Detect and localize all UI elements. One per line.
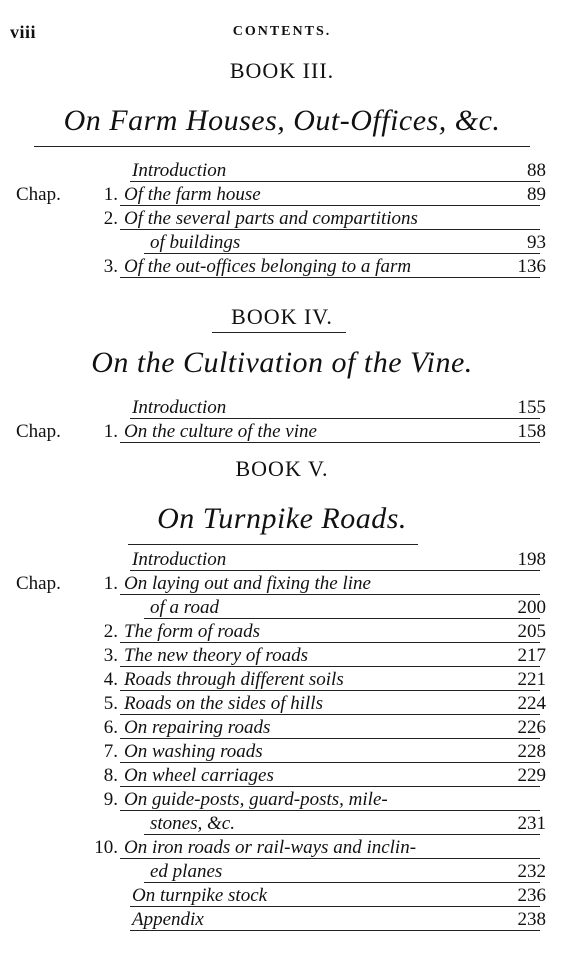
toc-entry-line (0, 668, 564, 692)
chapter-number: 1. (103, 421, 118, 442)
toc-entry-line (0, 764, 564, 788)
entry-title: Roads through different soils (124, 669, 344, 690)
book-subtitle: On Turnpike Roads. (157, 502, 407, 535)
entry-rule (144, 253, 540, 254)
entry-rule (120, 229, 540, 230)
chapter-number: 3. (103, 645, 118, 666)
toc-entry-line (0, 159, 564, 183)
toc-entry-line (0, 812, 564, 836)
entry-title: On turnpike stock (132, 885, 268, 906)
entry-rule (120, 786, 540, 787)
page-ref: 232 (517, 861, 546, 882)
entry-rule (120, 442, 540, 443)
entry-title: Introduction (132, 397, 227, 418)
page-ref: 217 (517, 645, 546, 666)
toc-entry-line (0, 548, 564, 572)
chapter-number: 2. (103, 621, 118, 642)
toc-entry-line (0, 644, 564, 668)
entry-rule (120, 714, 540, 715)
entry-rule (120, 594, 540, 595)
entry-rule (120, 858, 540, 859)
page-ref: 229 (517, 765, 546, 786)
entry-rule (120, 738, 540, 739)
chapter-number: 3. (103, 256, 118, 277)
page-ref: 200 (517, 597, 546, 618)
page-ref: 155 (517, 397, 546, 418)
page-ref: 89 (527, 184, 546, 205)
toc-entry-line (0, 420, 564, 444)
entry-title: Of the several parts and compartitions (124, 208, 418, 229)
book-subtitle-rule (128, 544, 418, 545)
page-ref: 226 (517, 717, 546, 738)
entry-rule (130, 181, 540, 182)
entry-title: Introduction (132, 549, 227, 570)
chapter-number: 8. (103, 765, 118, 786)
toc-entry-line (0, 231, 564, 255)
running-head: CONTENTS. (232, 24, 332, 39)
toc-entry-line (0, 884, 564, 908)
entry-rule (120, 666, 540, 667)
entry-title: Of the farm house (124, 184, 261, 205)
entry-title: The new theory of roads (124, 645, 309, 666)
entry-rule (130, 930, 540, 931)
toc-entry-line (0, 836, 564, 860)
entry-rule (130, 906, 540, 907)
entry-rule (130, 570, 540, 571)
book-subtitle: On Farm Houses, Out-Offices, &c. (63, 104, 501, 137)
page-ref: 205 (517, 621, 546, 642)
entry-title: On the culture of the vine (124, 421, 317, 442)
chapter-label: Chap. (16, 573, 61, 594)
entry-rule (144, 882, 540, 883)
book-title: BOOK III. (229, 58, 335, 83)
entry-rule (144, 834, 540, 835)
page-ref: 158 (517, 421, 546, 442)
entry-rule (120, 690, 540, 691)
toc-entry-line (0, 207, 564, 231)
chapter-number: 1. (103, 184, 118, 205)
page-ref: 224 (517, 693, 546, 714)
chapter-number: 9. (103, 789, 118, 810)
toc-entry-line (0, 620, 564, 644)
page-ref: 88 (527, 160, 546, 181)
entry-title: of buildings (150, 232, 241, 253)
entry-title: On laying out and fixing the line (124, 573, 371, 594)
page-ref: 198 (517, 549, 546, 570)
toc-entry-line (0, 908, 564, 932)
page-ref: 93 (527, 232, 546, 253)
chapter-number: 7. (103, 741, 118, 762)
chapter-number: 6. (103, 717, 118, 738)
entry-title: On wheel carriages (124, 765, 274, 786)
page-number: viii (10, 22, 37, 42)
toc-entry-line (0, 788, 564, 812)
chapter-number: 5. (103, 693, 118, 714)
chapter-label: Chap. (16, 421, 61, 442)
toc-entry-line (0, 183, 564, 207)
entry-rule (144, 618, 540, 619)
page-ref: 238 (517, 909, 546, 930)
chapter-label: Chap. (16, 184, 61, 205)
toc-entry-line (0, 572, 564, 596)
entry-title: Appendix (132, 909, 204, 930)
toc-entry-line (0, 596, 564, 620)
book-subtitle-rule (34, 146, 530, 147)
chapter-number: 2. (103, 208, 118, 229)
page-ref: 228 (517, 741, 546, 762)
toc-entry-line (0, 396, 564, 420)
book-title: BOOK V. (235, 456, 329, 481)
entry-title: stones, &c. (150, 813, 235, 834)
page-ref: 231 (517, 813, 546, 834)
toc-entry-line (0, 740, 564, 764)
entry-title: The form of roads (124, 621, 261, 642)
toc-entry-line (0, 716, 564, 740)
toc-entry-line (0, 860, 564, 884)
entry-title: ed planes (150, 861, 223, 882)
book-subtitle: On the Cultivation of the Vine. (91, 346, 473, 379)
page-ref: 236 (517, 885, 546, 906)
chapter-number: 10. (94, 837, 118, 858)
entry-title: of a road (150, 597, 219, 618)
entry-rule (130, 418, 540, 419)
entry-title: On iron roads or rail-ways and inclin- (124, 837, 417, 858)
entry-title: Introduction (132, 160, 227, 181)
entry-rule (120, 810, 540, 811)
entry-title: Roads on the sides of hills (124, 693, 323, 714)
entry-title: On washing roads (124, 741, 263, 762)
book-title-rule (212, 332, 346, 333)
book-title: BOOK IV. (231, 304, 333, 329)
entry-rule (120, 642, 540, 643)
entry-rule (120, 277, 540, 278)
chapter-number: 1. (103, 573, 118, 594)
chapter-number: 4. (103, 669, 118, 690)
toc-entry-line (0, 692, 564, 716)
toc-entry-line (0, 255, 564, 279)
page-ref: 136 (517, 256, 546, 277)
page-ref: 221 (517, 669, 546, 690)
entry-rule (120, 205, 540, 206)
entry-rule (120, 762, 540, 763)
entry-title: On repairing roads (124, 717, 271, 738)
entry-title: On guide-posts, guard-posts, mile- (124, 789, 388, 810)
entry-title: Of the out-offices belonging to a farm (124, 256, 412, 277)
